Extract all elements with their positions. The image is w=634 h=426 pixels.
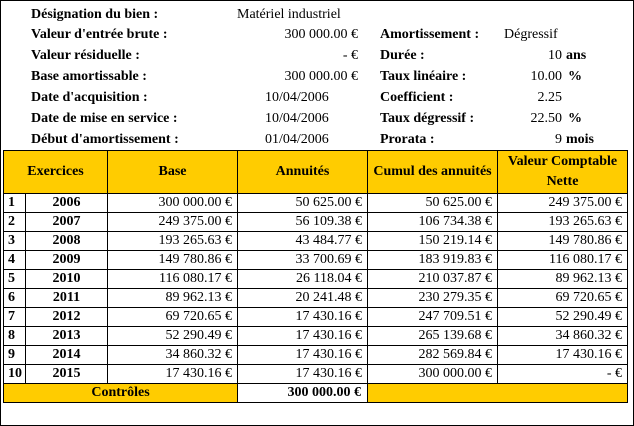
- row-base-cell[interactable]: 89 962.13 €: [108, 289, 238, 308]
- row-vcn-cell[interactable]: 116 080.17 €: [498, 251, 628, 270]
- row-year-cell[interactable]: 2006: [26, 194, 108, 213]
- table-row: [4, 213, 628, 232]
- row-vcn-cell[interactable]: 149 780.86 €: [498, 232, 628, 251]
- amortissement-label[interactable]: Amortissement :: [380, 27, 480, 42]
- header-exercices[interactable]: Exercices: [4, 151, 108, 194]
- row-base-cell[interactable]: 300 000.00 €: [108, 194, 238, 213]
- date-mise-service-value[interactable]: 10/04/2006: [265, 111, 329, 126]
- row-index-cell[interactable]: 7: [4, 308, 26, 327]
- row-base-cell[interactable]: 69 720.65 €: [108, 308, 238, 327]
- row-cumul-cell[interactable]: 300 000.00 €: [368, 365, 498, 384]
- row-base-cell[interactable]: 52 290.49 €: [108, 327, 238, 346]
- total-value[interactable]: 300 000.00 €: [238, 384, 368, 403]
- table-row: [4, 365, 628, 384]
- row-annuite-cell[interactable]: 17 430.16 €: [238, 327, 368, 346]
- coefficient-label[interactable]: Coefficient :: [380, 90, 454, 105]
- designation-label[interactable]: Désignation du bien :: [31, 7, 159, 22]
- row-cumul-cell[interactable]: 150 219.14 €: [368, 232, 498, 251]
- row-index-cell[interactable]: 1: [4, 194, 26, 213]
- taux-degressif-unit: %: [568, 111, 582, 126]
- row-annuite-cell[interactable]: 26 118.04 €: [238, 270, 368, 289]
- valeur-residuelle-label[interactable]: Valeur résiduelle :: [31, 48, 140, 63]
- amortization-table: [3, 150, 628, 403]
- row-vcn-cell[interactable]: 17 430.16 €: [498, 346, 628, 365]
- debut-amortissement-value[interactable]: 01/04/2006: [265, 132, 329, 147]
- coefficient-value[interactable]: 2.25: [537, 90, 562, 105]
- total-row: [4, 384, 628, 403]
- row-index-cell[interactable]: 3: [4, 232, 26, 251]
- debut-amortissement-label[interactable]: Début d'amortissement :: [31, 132, 179, 147]
- header-vcn[interactable]: Valeur Comptable Nette: [498, 151, 628, 194]
- valeur-residuelle-value[interactable]: - €: [342, 48, 358, 63]
- taux-lineaire-unit: %: [568, 69, 582, 84]
- taux-degressif-value[interactable]: 22.50: [530, 111, 562, 126]
- table-row: [4, 289, 628, 308]
- row-year-cell[interactable]: 2008: [26, 232, 108, 251]
- taux-degressif-label[interactable]: Taux dégressif :: [380, 111, 475, 126]
- row-base-cell[interactable]: 193 265.63 €: [108, 232, 238, 251]
- header-base[interactable]: Base: [108, 151, 238, 194]
- row-cumul-cell[interactable]: 183 919.83 €: [368, 251, 498, 270]
- prorata-unit: mois: [566, 132, 594, 147]
- designation-value[interactable]: Matériel industriel: [237, 7, 341, 22]
- row-base-cell[interactable]: 17 430.16 €: [108, 365, 238, 384]
- row-index-cell[interactable]: 4: [4, 251, 26, 270]
- row-year-cell[interactable]: 2007: [26, 213, 108, 232]
- row-index-cell[interactable]: 8: [4, 327, 26, 346]
- taux-lineaire-label[interactable]: Taux linéaire :: [380, 69, 467, 84]
- row-year-cell[interactable]: 2012: [26, 308, 108, 327]
- row-base-cell[interactable]: 249 375.00 €: [108, 213, 238, 232]
- row-cumul-cell[interactable]: 50 625.00 €: [368, 194, 498, 213]
- date-mise-service-label[interactable]: Date de mise en service :: [31, 111, 178, 126]
- taux-lineaire-value[interactable]: 10.00: [530, 69, 562, 84]
- row-base-cell[interactable]: 34 860.32 €: [108, 346, 238, 365]
- table-row: [4, 327, 628, 346]
- row-vcn-cell[interactable]: 249 375.00 €: [498, 194, 628, 213]
- table-row: [4, 270, 628, 289]
- header-annuites[interactable]: Annuités: [238, 151, 368, 194]
- duree-label[interactable]: Durée :: [380, 48, 425, 63]
- base-amortissable-label[interactable]: Base amortissable :: [31, 69, 147, 84]
- row-annuite-cell[interactable]: 56 109.38 €: [238, 213, 368, 232]
- table-row: [4, 232, 628, 251]
- row-year-cell[interactable]: 2014: [26, 346, 108, 365]
- row-annuite-cell[interactable]: 33 700.69 €: [238, 251, 368, 270]
- table-row: [4, 251, 628, 270]
- row-vcn-cell[interactable]: 89 962.13 €: [498, 270, 628, 289]
- row-year-cell[interactable]: 2009: [26, 251, 108, 270]
- row-year-cell[interactable]: 2013: [26, 327, 108, 346]
- table-row: [4, 194, 628, 213]
- row-cumul-cell[interactable]: 265 139.68 €: [368, 327, 498, 346]
- date-acquisition-value[interactable]: 10/04/2006: [265, 90, 329, 105]
- row-base-cell[interactable]: 149 780.86 €: [108, 251, 238, 270]
- total-empty-cell[interactable]: [368, 384, 628, 403]
- amortissement-value[interactable]: Dégressif: [504, 27, 558, 42]
- row-cumul-cell[interactable]: 210 037.87 €: [368, 270, 498, 289]
- valeur-entree-value[interactable]: 300 000.00 €: [284, 27, 358, 42]
- row-index-cell[interactable]: 9: [4, 346, 26, 365]
- date-acquisition-label[interactable]: Date d'acquisition :: [31, 90, 148, 105]
- row-annuite-cell[interactable]: 20 241.48 €: [238, 289, 368, 308]
- row-vcn-cell[interactable]: 69 720.65 €: [498, 289, 628, 308]
- row-annuite-cell[interactable]: 17 430.16 €: [238, 308, 368, 327]
- row-annuite-cell[interactable]: 50 625.00 €: [238, 194, 368, 213]
- row-cumul-cell[interactable]: 230 279.35 €: [368, 289, 498, 308]
- base-amortissable-value[interactable]: 300 000.00 €: [284, 69, 358, 84]
- valeur-entree-label[interactable]: Valeur d'entrée brute :: [31, 27, 168, 42]
- row-base-cell[interactable]: 116 080.17 €: [108, 270, 238, 289]
- row-annuite-cell[interactable]: 17 430.16 €: [238, 346, 368, 365]
- table-row: [4, 308, 628, 327]
- duree-unit: ans: [566, 48, 587, 63]
- row-annuite-cell[interactable]: 43 484.77 €: [238, 232, 368, 251]
- prorata-value[interactable]: 9: [555, 132, 562, 147]
- row-index-cell[interactable]: 10: [4, 365, 26, 384]
- total-label[interactable]: Contrôles: [4, 384, 238, 403]
- row-index-cell[interactable]: 6: [4, 289, 26, 308]
- row-cumul-cell[interactable]: 282 569.84 €: [368, 346, 498, 365]
- row-index-cell[interactable]: 2: [4, 213, 26, 232]
- table-row: [4, 346, 628, 365]
- row-year-cell[interactable]: 2011: [26, 289, 108, 308]
- row-cumul-cell[interactable]: 106 734.38 €: [368, 213, 498, 232]
- row-annuite-cell[interactable]: 17 430.16 €: [238, 365, 368, 384]
- row-vcn-cell[interactable]: 52 290.49 €: [498, 308, 628, 327]
- prorata-label[interactable]: Prorata :: [380, 132, 435, 147]
- row-year-cell[interactable]: 2015: [26, 365, 108, 384]
- table-header-row: [4, 151, 628, 194]
- row-vcn-cell[interactable]: 193 265.63 €: [498, 213, 628, 232]
- row-vcn-cell[interactable]: 34 860.32 €: [498, 327, 628, 346]
- row-index-cell[interactable]: 5: [4, 270, 26, 289]
- row-cumul-cell[interactable]: 247 709.51 €: [368, 308, 498, 327]
- row-vcn-cell[interactable]: - €: [498, 365, 628, 384]
- row-year-cell[interactable]: 2010: [26, 270, 108, 289]
- duree-value[interactable]: 10: [548, 48, 562, 63]
- header-cumul[interactable]: Cumul des annuités: [368, 151, 498, 194]
